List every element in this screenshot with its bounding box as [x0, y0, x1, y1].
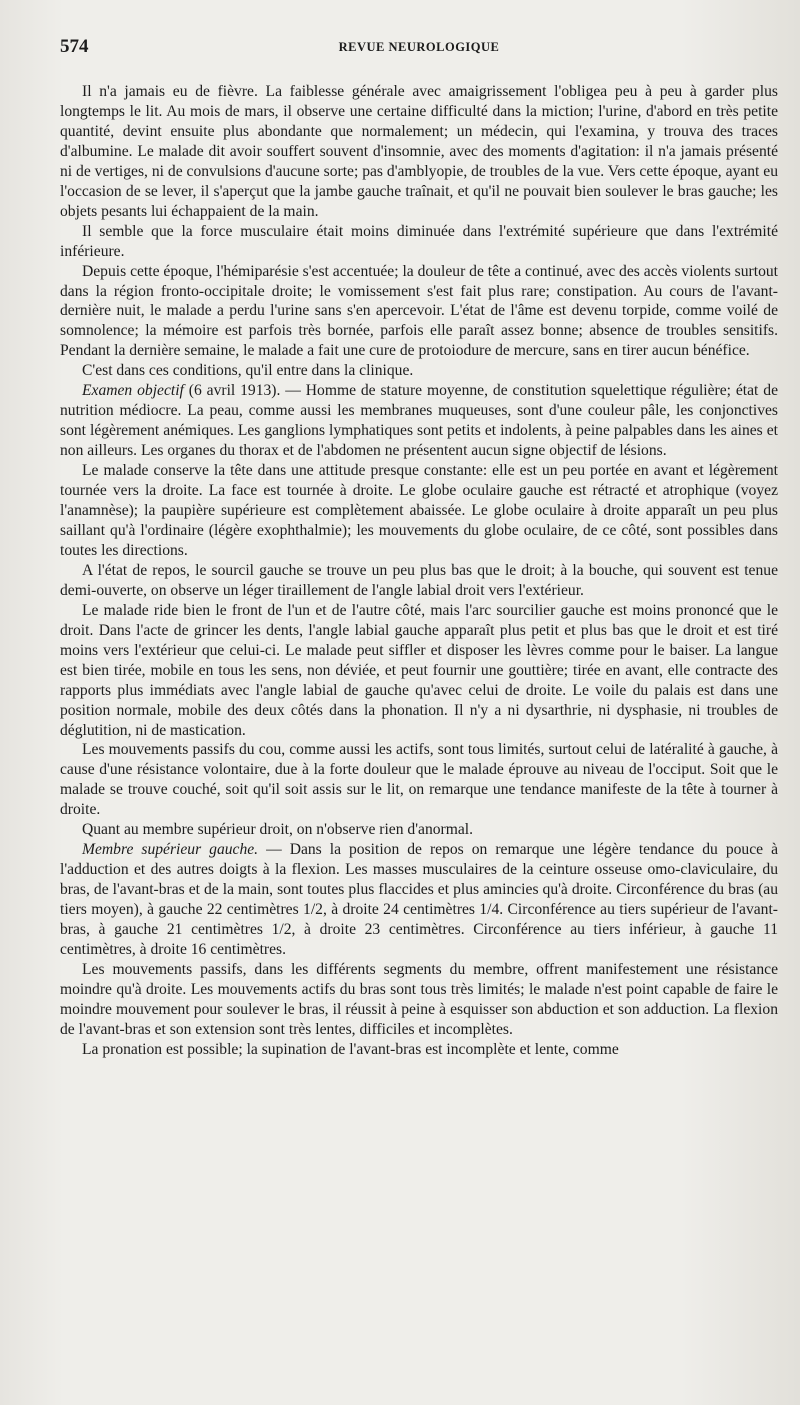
paragraph-text: A l'état de repos, le sourcil gauche se trouve un peu plus bas que le droit; à la bouche, qui souvent est tenue demi-ouverte, on observe un léger tiraillement de l'angle labial droit vers l'extérieur.	[60, 561, 778, 599]
paragraph	[60, 1040, 778, 1060]
paragraph-text: Il n'a jamais eu de fièvre. La faiblesse générale avec amaigrissement l'obligea peu à peu à garder plus longtemps le lit. Au mois de mars, il observe une certaine difficulté dans la miction; l'urine, d'abord en très petite quantité, devint ensuite plus abondante que normalement; un médecin, qui l'examina, y trouva des traces d'albumine. Le malade dit avoir souffert souvent d'insomnie, avec des moments d'agitation: il n'a jamais présenté ni de vertiges, ni de convulsions d'aucune sorte; pas d'amblyopie, de troubles de la vue. Vers cette époque, ayant eu l'occasion de se lever, il s'aperçut que la jambe gauche traînait, et qu'il ne pouvait bien soulever le bras gauche; les objets pesants lui échappaient de la main.	[60, 83, 778, 220]
journal-title: REVUE NEUROLOGIQUE	[338, 40, 500, 54]
paragraph	[60, 820, 778, 840]
paragraph-text: Depuis cette époque, l'hémiparésie s'est accentuée; la douleur de tête a continué, avec des accès violents surtout dans la région fronto-occipitale droite; le vomissement s'est fait plus rare; constipation. Au cours de l'avant-dernière nuit, le malade a perdu l'urine sans s'en apercevoir. L'état de l'âme est devenu torpide, comme voilé de somnolence; la mémoire est parfois très bornée, parfois elle paraît assez bonne; absence de troubles sensitifs. Pendant la dernière semaine, le malade a fait une cure de protoiodure de mercure, sans en tirer aucun bénéfice.	[60, 262, 778, 360]
paragraph-text: — Dans la position de repos on remarque une légère tendance du pouce à l'adduction et des autres doigts à la flexion. Les masses musculaires de la ceinture osseuse omo-claviculaire, du bras, de l'avant-bras et de la main, sont toutes plus flaccides et plus amincies qu'à droite. Circonférence du bras (au tiers moyen), à gauche 22 centimètres 1/2, à droite 24 centimètres 1/4. Circonférence au tiers supérieur de l'avant-bras, à gauche 21 centimètres 1/2, à droite 23 centimètres. Circonférence au tiers inférieur, à gauche 11 centimètres, à droite 16 centimètres.	[60, 841, 778, 958]
paragraph-text: Le malade ride bien le front de l'un et de l'autre côté, mais l'arc sourcilier gauche est moins prononcé que le droit. Dans l'acte de grincer les dents, l'angle labial gauche apparaît plus petit et plus bas que le droit et est tiré moins vers l'extérieur que celui-ci. Le malade peut siffler et disposer les lèvres comme pour le baiser. La langue est bien tirée, mobile en tous les sens, non déviée, et peut fournir une gouttière; tirée en avant, elle contracte des rapports plus immédiats avec l'angle labial de gauche qu'avec celui de droite. Le voile du palais est dans une position normale, mobile des deux côtés dans la phonation. Il n'y a ni dysarthrie, ni dysphasie, ni troubles de déglutition, ni de mastication.	[60, 601, 778, 739]
paragraph	[60, 840, 778, 960]
paragraph-text: Quant au membre supérieur droit, on n'observe rien d'anormal.	[82, 821, 474, 839]
paragraph	[60, 461, 778, 561]
paragraph-text: (6 avril 1913). — Homme de stature moyenne, de constitution squelettique régulière; état de nutrition médiocre. La peau, comme aussi les membranes muqueuses, sont d'une couleur pâle, les conjonctives sont légèrement anémiques. Les ganglions lymphatiques sont petits et indolents, à peine palpables dans les aines et non ailleurs. Les organes du thorax et de l'abdomen ne présentent aucun signe objectif de lésions.	[60, 382, 778, 460]
paragraph	[60, 361, 778, 381]
running-head	[60, 36, 778, 62]
paragraph	[60, 601, 778, 741]
paragraph-text: Il semble que la force musculaire était moins diminuée dans l'extrémité supérieure que dans l'extrémité inférieure.	[60, 222, 778, 260]
article-body	[60, 82, 778, 1060]
page-number: 574	[60, 36, 89, 57]
paragraph-text: Les mouvements passifs, dans les différents segments du membre, offrent manifestement une résistance moindre qu'à droite. Les mouvements actifs du bras sont tous très limités; le malade n'est point capable de faire le moindre mouvement pour soulever le bras, il réussit à peine à esquisser son abduction et son adduction. La flexion de l'avant-bras et son extension sont très lentes, difficiles et incomplètes.	[60, 960, 778, 1038]
section-lead: Membre supérieur gauche.	[82, 841, 259, 859]
paragraph	[60, 740, 778, 820]
paragraph-text: Les mouvements passifs du cou, comme aussi les actifs, sont tous limités, surtout celui de latéralité à gauche, à cause d'une résistance volontaire, due à la forte douleur que le malade éprouve au niveau de l'occiput. Soit que le malade se trouve couché, soit qu'il soit assis sur le lit, on remarque une tendance manifeste de la tête à tourner à droite.	[60, 741, 778, 819]
paragraph	[60, 222, 778, 262]
paragraph	[60, 262, 778, 362]
paragraph	[60, 960, 778, 1040]
paragraph	[60, 561, 778, 601]
paragraph-text: Le malade conserve la tête dans une attitude presque constante: elle est un peu portée en avant et légèrement tournée vers la droite. La face est tournée à droite. Le globe oculaire gauche est rétracté et atrophique (voyez l'anamnèse); la paupière supérieure est complètement abaissée. Le globe oculaire à droite apparaît un peu plus saillant qu'à l'ordinaire (légère exophthalmie); les mouvements du globe oculaire, de ce côté, sont possibles dans toutes les directions.	[60, 462, 778, 559]
section-lead: Examen objectif	[82, 382, 184, 400]
paragraph-text: La pronation est possible; la supination de l'avant-bras est incomplète et lente, comme	[82, 1040, 619, 1058]
paragraph-text: C'est dans ces conditions, qu'il entre dans la clinique.	[82, 362, 414, 380]
paragraph	[60, 82, 778, 222]
paragraph	[60, 381, 778, 461]
